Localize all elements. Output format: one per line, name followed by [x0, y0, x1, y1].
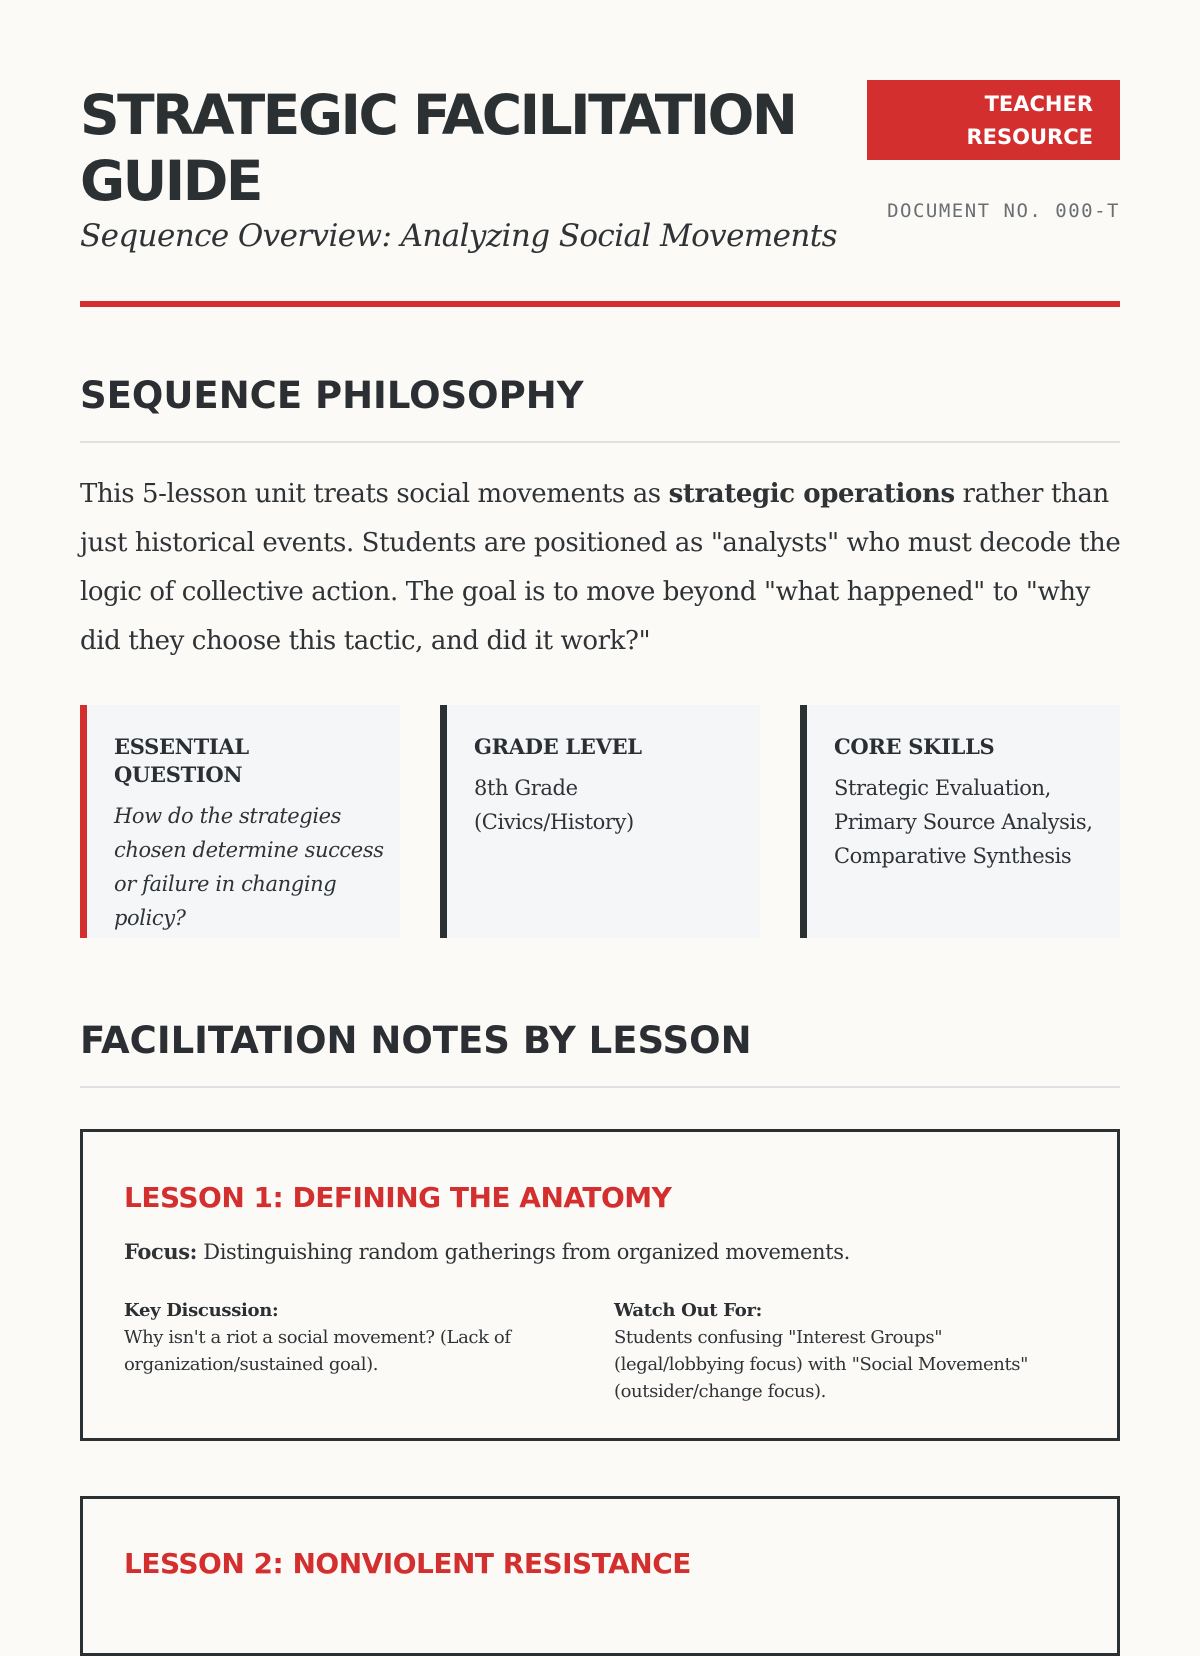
philosophy-text-part-1: This 5-lesson unit treats social movements as: [80, 479, 669, 509]
essential-question-value: How do the strategies chosen determine success or failure in changing policy?: [114, 804, 384, 930]
facilitation-divider: [80, 1086, 1120, 1088]
focus-label: Focus:: [124, 1239, 197, 1264]
lesson-card: [80, 1129, 1120, 1441]
facilitation-heading: FACILITATION NOTES BY LESSON: [80, 1019, 752, 1062]
essential-question-label: ESSENTIAL QUESTION: [114, 734, 249, 787]
grade-level-card: [440, 705, 760, 938]
core-skills-value: Strategic Evaluation, Primary Source Analysis, Comparative Synthesis: [834, 776, 1093, 868]
core-skills-label: CORE SKILLS: [834, 734, 995, 759]
header-divider: [80, 301, 1120, 307]
lesson-card: [80, 1496, 1120, 1656]
key-discussion-text: Why isn't a riot a social movement? (Lack of organization/sustained goal).: [124, 1327, 511, 1375]
grade-level-value: 8th Grade (Civics/History): [474, 776, 634, 834]
key-discussion: [124, 1298, 554, 1378]
page-subtitle: Sequence Overview: Analyzing Social Movements: [80, 218, 837, 254]
key-discussion-label: Key Discussion:: [124, 1300, 279, 1321]
document-number: DOCUMENT NO. 000-T: [887, 200, 1120, 222]
watch-out: [614, 1298, 1044, 1405]
lesson-title: LESSON 1: DEFINING THE ANATOMY: [124, 1181, 672, 1214]
philosophy-text: [80, 470, 1130, 666]
badge-line-2: RESOURCE: [966, 125, 1093, 149]
teacher-resource-badge: [867, 80, 1120, 160]
lesson-title: LESSON 2: NONVIOLENT RESISTANCE: [124, 1547, 691, 1580]
watch-out-label: Watch Out For:: [614, 1300, 763, 1321]
core-skills-card: [800, 705, 1120, 938]
page-title: STRATEGIC FACILITATION GUIDE: [80, 83, 796, 213]
essential-question-card: [80, 705, 400, 938]
philosophy-emphasis: strategic operations: [668, 479, 955, 509]
watch-out-text: Students confusing "Interest Groups" (legal/lobbying focus) with "Social Movements" (outsider/change focus).: [614, 1327, 1029, 1402]
badge-line-1: TEACHER: [984, 92, 1093, 116]
grade-level-label: GRADE LEVEL: [474, 734, 642, 759]
focus-text: Distinguishing random gatherings from organized movements.: [197, 1240, 850, 1264]
philosophy-text-part-2: rather than just historical events. Students are positioned as "analysts" who must decode the logic of collective action. The goal is to move beyond "what happened" to "why did they choose this tactic, and did it work?": [80, 479, 1121, 656]
philosophy-heading: SEQUENCE PHILOSOPHY: [80, 374, 584, 417]
lesson-focus: [124, 1236, 1084, 1268]
philosophy-divider: [80, 441, 1120, 443]
